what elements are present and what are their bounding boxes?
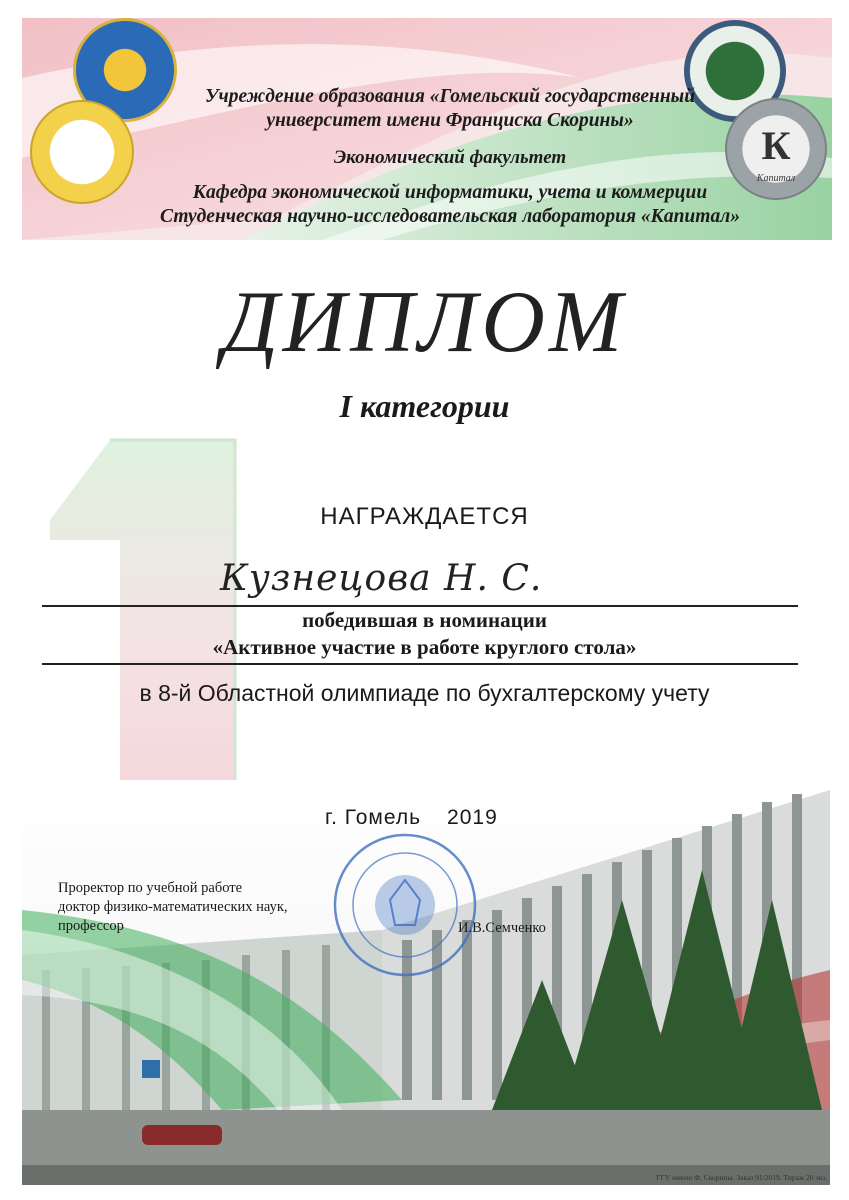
- awarded-label: НАГРАЖДАЕТСЯ: [320, 503, 529, 530]
- diploma-category: I категории: [339, 388, 510, 424]
- diploma-title: ДИПЛОМ: [222, 274, 627, 371]
- institution-line-2: университет имени Франциска Скорины»: [266, 110, 634, 131]
- economics-faculty-logo: [30, 100, 134, 204]
- institution-line-1: Учреждение образования «Гомельский государственный: [204, 86, 696, 107]
- signer-name: И.В.Семченко: [458, 920, 546, 936]
- signer-position-line-1: Проректор по учебной работе: [58, 880, 243, 896]
- nomination-underline: [42, 663, 798, 665]
- signer-position-line-2: доктор физико-математических наук,: [58, 899, 288, 915]
- capital-logo-letter: К: [761, 123, 791, 168]
- nomination-title: «Активное участие в работе круглого стола»: [212, 635, 637, 659]
- print-note: ГГУ имени Ф. Скорины. Заказ 91/2019. Тираж 20 экз.: [656, 1173, 827, 1182]
- nomination-intro: победившая в номинации: [302, 608, 547, 632]
- recipient-underline: [42, 605, 798, 607]
- city-name: г. Гомель: [325, 806, 422, 829]
- department-name: Кафедра экономической информатики, учета и коммерции: [192, 182, 708, 203]
- laboratory-name: Студенческая научно-исследовательская лаборатория «Капитал»: [160, 206, 740, 227]
- event-name: в 8-й Областной олимпиаде по бухгалтерскому учету: [139, 680, 710, 706]
- official-stamp: [330, 830, 480, 980]
- year: 2019: [447, 806, 498, 829]
- signer-position-line-3: профессор: [58, 918, 124, 934]
- recipient-name: Кузнецова Н. С.: [220, 558, 543, 599]
- capital-logo-text: Капитал: [756, 173, 796, 184]
- faculty-name: Экономический факультет: [333, 147, 567, 168]
- city-year: [325, 806, 498, 830]
